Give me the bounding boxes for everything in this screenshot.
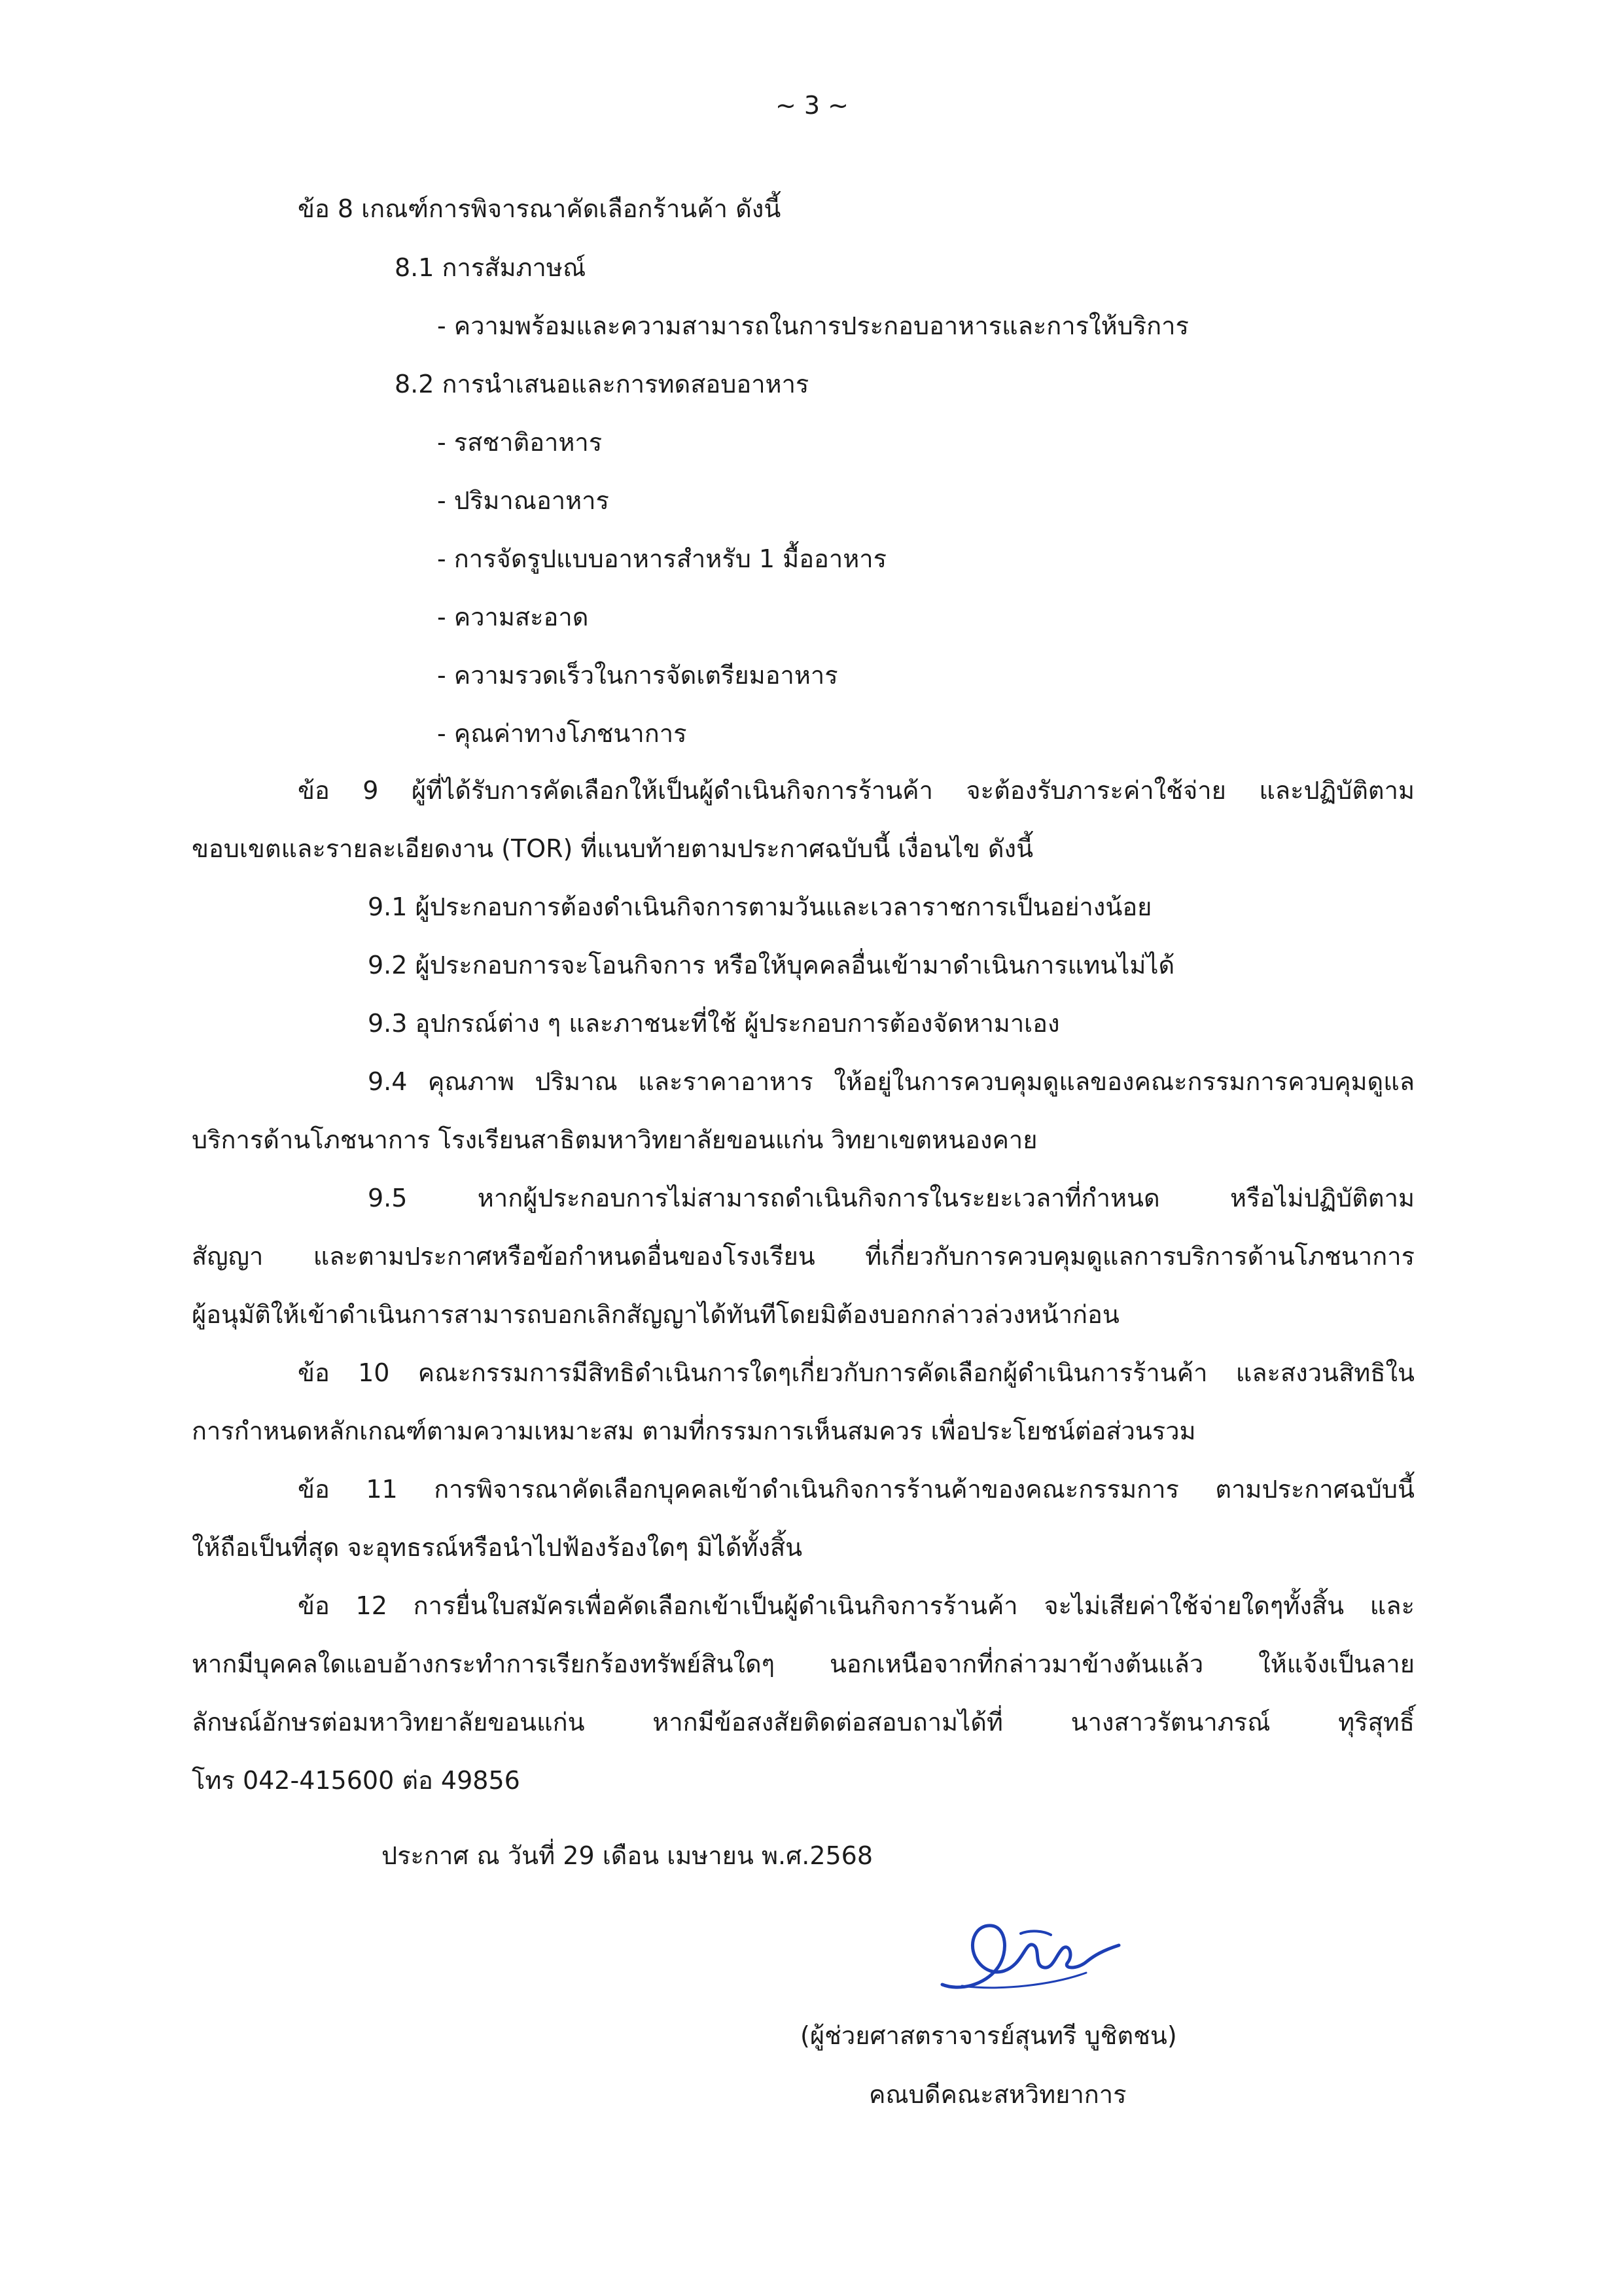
section-9-line: ขอบเขตและรายละเอียดงาน (TOR) ที่แนบท้ายตามประกาศฉบับนี้ เงื่อนไข ดังนี้ bbox=[192, 834, 1034, 863]
section-12-line: หากมีบุคคลใดแอบอ้างกระทำการเรียกร้องทรัพย์สินใดๆ นอกเหนือจากที่กล่าวมาข้างต้นแล้ว ให้แจ้งเป็นลาย bbox=[192, 1650, 1415, 1678]
section-9-4-cont: บริการด้านโภชนาการ โรงเรียนสาธิตมหาวิทยาลัยขอนแก่น วิทยาเขตหนองคาย bbox=[192, 1125, 1038, 1154]
section-9-2: 9.2 ผู้ประกอบการจะโอนกิจการ หรือให้บุคคลอื่นเข้ามาดำเนินการแทนไม่ได้ bbox=[368, 951, 1175, 980]
section-10-line: การกำหนดหลักเกณฑ์ตามความเหมาะสม ตามที่กรรมการเห็นสมควร เพื่อประโยชน์ต่อส่วนรวม bbox=[192, 1417, 1196, 1445]
section-8-2-bullet: - ปริมาณอาหาร bbox=[437, 486, 609, 515]
section-12-line: โทร 042-415600 ต่อ 49856 bbox=[192, 1766, 520, 1795]
section-9-5-cont: สัญญา และตามประกาศหรือข้อกำหนดอื่นของโรงเรียน ที่เกี่ยวกับการควบคุมดูแลการบริการด้านโภชนาการ bbox=[192, 1242, 1415, 1271]
section-8-2-bullet: - ความสะอาด bbox=[437, 603, 589, 631]
signatory-position: คณบดีคณะสหวิทยาการ bbox=[869, 2080, 1127, 2109]
section-8-2-bullet: - คุณค่าทางโภชนาการ bbox=[437, 719, 687, 748]
section-8-2-bullet: - ความรวดเร็วในการจัดเตรียมอาหาร bbox=[437, 661, 838, 690]
section-11-line: ให้ถือเป็นที่สุด จะอุทธรณ์หรือนำไปฟ้องร้องใดๆ มิได้ทั้งสิ้น bbox=[192, 1533, 803, 1562]
section-8-2-bullet: - การจัดรูปแบบอาหารสำหรับ 1 มื้ออาหาร bbox=[437, 544, 887, 573]
section-9-5: 9.5 หากผู้ประกอบการไม่สามารถดำเนินกิจการในระยะเวลาที่กำหนด หรือไม่ปฏิบัติตาม bbox=[368, 1184, 1415, 1212]
section-8-2-title: 8.2 การนำเสนอและการทดสอบอาหาร bbox=[395, 370, 809, 398]
section-8-heading: ข้อ 8 เกณฑ์การพิจารณาคัดเลือกร้านค้า ดังนี้ bbox=[298, 194, 781, 223]
section-10-line: ข้อ 10 คณะกรรมการมีสิทธิดำเนินการใดๆเกี่ยวกับการคัดเลือกผู้ดำเนินการร้านค้า และสงวนสิทธิใน bbox=[298, 1358, 1415, 1387]
section-9-1: 9.1 ผู้ประกอบการต้องดำเนินกิจการตามวันและเวลาราชการเป็นอย่างน้อย bbox=[368, 892, 1152, 921]
signatory-name: (ผู้ช่วยศาสตราจารย์สุนทรี บูชิตชน) bbox=[800, 2021, 1177, 2050]
section-8-1-bullet: - ความพร้อมและความสามารถในการประกอบอาหารและการให้บริการ bbox=[437, 311, 1189, 340]
section-9-4: 9.4 คุณภาพ ปริมาณ และราคาอาหาร ให้อยู่ในการควบคุมดูแลของคณะกรรมการควบคุมดูแล bbox=[368, 1067, 1415, 1096]
section-9-3: 9.3 อุปกรณ์ต่าง ๆ และภาชนะที่ใช้ ผู้ประกอบการต้องจัดหามาเอง bbox=[368, 1009, 1060, 1038]
section-9-5-cont: ผู้อนุมัติให้เข้าดำเนินการสามารถบอกเลิกสัญญาได้ทันทีโดยมิต้องบอกกล่าวล่วงหน้าก่อน bbox=[192, 1300, 1120, 1329]
section-12-line: ข้อ 12 การยื่นใบสมัครเพื่อคัดเลือกเข้าเป็นผู้ดำเนินกิจการร้านค้า จะไม่เสียค่าใช้จ่ายใดๆทั้งสิ้น และ bbox=[298, 1591, 1415, 1620]
section-12-line: ลักษณ์อักษรต่อมหาวิทยาลัยขอนแก่น หากมีข้อสงสัยติดต่อสอบถามได้ที่ นางสาวรัตนาภรณ์ ทุริสุทธิ์ bbox=[192, 1708, 1415, 1737]
section-11-line: ข้อ 11 การพิจารณาคัดเลือกบุคคลเข้าดำเนินกิจการร้านค้าของคณะกรรมการ ตามประกาศฉบับนี้ bbox=[298, 1475, 1415, 1504]
signature-image bbox=[923, 1907, 1132, 2005]
announcement-date: ประกาศ ณ วันที่ 29 เดือน เมษายน พ.ศ.2568 bbox=[381, 1841, 874, 1870]
section-8-1-title: 8.1 การสัมภาษณ์ bbox=[395, 253, 586, 282]
page-number: ~ 3 ~ bbox=[775, 91, 849, 120]
section-9-line: ข้อ 9 ผู้ที่ได้รับการคัดเลือกให้เป็นผู้ดำเนินกิจการร้านค้า จะต้องรับภาระค่าใช้จ่าย และปฏิบัติตาม bbox=[298, 776, 1415, 805]
section-8-2-bullet: - รสชาติอาหาร bbox=[437, 428, 603, 457]
